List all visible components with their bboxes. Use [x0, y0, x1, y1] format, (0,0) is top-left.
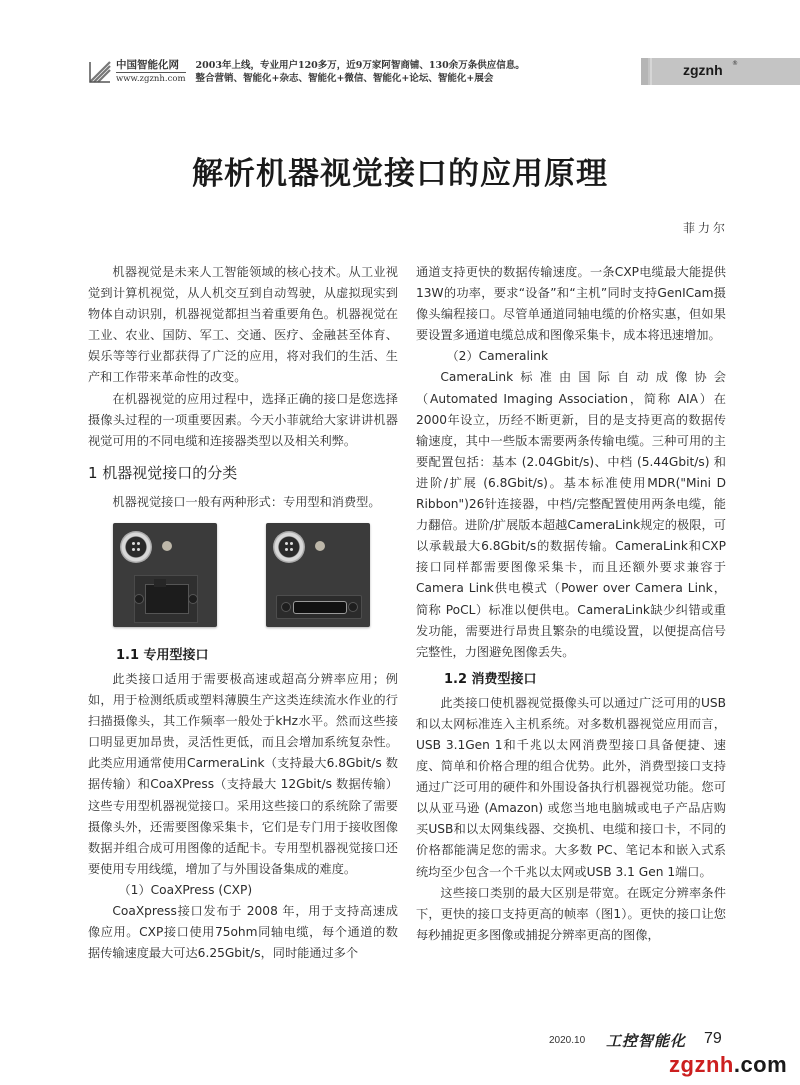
tag-stripe	[650, 58, 652, 85]
right-column	[416, 262, 726, 946]
usb3-port-icon	[276, 595, 362, 619]
site-banner	[88, 58, 525, 86]
page-number: 79	[704, 1030, 722, 1047]
camera-ethernet-image	[113, 523, 217, 627]
article-author: 菲力尔	[683, 221, 729, 235]
section-heading-1: 1 机器视觉接口的分类	[88, 463, 238, 482]
subsection-heading-1-2: 1.2 消费型接口	[444, 671, 537, 687]
issue-date: 2020.10	[549, 1035, 586, 1046]
ethernet-port-icon	[134, 575, 198, 623]
banner-line-2: 整合营销、智能化+杂志、智能化+微信、智能化+论坛、智能化+展会	[195, 73, 494, 84]
subsection-1-1-paragraph: 此类接口适用于需要极高速或超高分辨率应用；例如，用于检测纸质或塑料薄膜生产这类连续流水作业的行扫描摄像头，其工作频率一般处于kHz水平。然而这些接口明显更加昂贵，灵活性更低，而且会增加系统复杂性。此类应用通常使用CarmeraLink（支持最大6.8Gbit/s 数据传输）和CoaXPress（支持最大 12Gbit/s 数据传输）这些专用型机器视觉接口。采用这些接口的系统除了需要摄像头外，还需要图像采集卡，它们是专门用于接收图像数据并组合成可用图像的适配卡。专用型机器视觉接口还要使用专用线缆，增加了与外围设备集成的难度。	[88, 671, 398, 876]
cameralink-heading: （2）Cameralink	[446, 349, 549, 364]
status-led-icon	[315, 541, 325, 551]
section-1-paragraph: 机器视觉接口一般有两种形式：专用型和消费型。	[112, 494, 381, 509]
cxp-heading: （1）CoaXPress (CXP)	[118, 882, 253, 897]
camera-usb-image	[266, 523, 370, 627]
status-led-icon	[162, 541, 172, 551]
cxp-paragraph: CoaXpress接口发布于 2008 年，用于支持高速成像应用。CXP接口使用75ohm同轴电缆，每个通道的数据传输速度最大可达6.25Gbit/s，同时能通过多个	[88, 903, 398, 961]
camera-figure	[88, 519, 398, 639]
site-brand	[116, 59, 186, 85]
cxp-paragraph-continued: 通道支持更快的数据传输速度。一条CXP电缆最大能提供13W的功率，要求“设备”和“主机”同时支持GenICam摄像头编程接口。尽管单通道同轴电缆的价格实惠，但如果要设置多通道电缆总成和图像采集卡，成本将迅速增加。	[416, 265, 726, 343]
bandwidth-paragraph: 这些接口类别的最大区别是带宽。在既定分辨率条件下，更快的接口支持更高的帧率（图1）。更快的接口让您每秒捕捉更多图像或捕捉分辨率更高的图像，	[416, 885, 726, 942]
tag-label: zgznh	[683, 62, 723, 78]
subsection-heading-1-1: 1.1 专用型接口	[116, 647, 209, 663]
brand-name: 中国智能化网	[116, 59, 179, 71]
intro-paragraph-1: 机器视觉是未来人工智能领域的核心技术。从工业视觉到计算机视觉，从人机交互到自动驾驶，从虚拟现实到物体自动识别，机器视觉都担当着重要角色。机器视觉在工业、农业、国防、军工、交通、医疗、金融甚至体育、娱乐等等行业都获得了广泛的应用，将对我们的生活、生产和工作带来革命性的改变。	[88, 265, 398, 385]
site-logo-icon	[88, 60, 112, 84]
watermark-domain: zgznh	[669, 1052, 734, 1077]
banner-line-1: 2003年上线，专业用户120多万，近9万家阿智商铺、130余万条供应信息。	[195, 60, 525, 71]
banner-text	[196, 59, 525, 85]
m8-connector-icon	[120, 531, 152, 563]
watermark-tld: .com	[733, 1052, 788, 1077]
tag-stripe	[641, 58, 648, 85]
left-column	[88, 262, 398, 964]
magazine-name: 工控智能化	[606, 1032, 687, 1050]
section-tag	[641, 58, 800, 85]
cameralink-paragraph: CameraLink标准由国际自动成像协会（Automated Imaging Association，简称 AIA）在2000年设立，历经不断更新，目的是支持更高的数据传输速度，其中一些版本需要两条传输电缆。三种可用的主要配置包括：基本 (2.04Gbit/s)、中档 (5.44Gbit/s) 和进阶/扩展 (6.8Gbit/s)。基本标准使用MDR("Mini D Ribbon")26针连接器，中档/完整配置使用两条电缆，能力翻倍。进阶/扩展版本超越CameraLink规定的极限，可以承载最大6.8Gbit/s的数据传输。CameraLink和CXP接口同样都需要图像采集卡，而且还额外要求兼容于Camera Link供电模式（Power over Camera Link，简称 PoCL）标准以便供电。CameraLink缺少纠错或重发功能，需要进行昂贵且繁杂的电缆设置，以便提高信号完整性，力图避免图像丢失。	[416, 370, 726, 659]
registered-mark: ®	[732, 60, 738, 67]
brand-url[interactable]: www.zgznh.com	[116, 74, 186, 84]
article-title: 解析机器视觉接口的应用原理	[192, 156, 608, 192]
intro-paragraph-2: 在机器视觉的应用过程中，选择正确的接口是您选择摄像头过程的一项重要因素。今天小菲就给大家讲讲机器视觉可用的不同电缆和连接器类型以及相关利弊。	[88, 391, 398, 448]
m8-connector-icon	[273, 531, 305, 563]
watermark	[669, 1052, 787, 1078]
subsection-1-2-paragraph: 此类接口使机器视觉摄像头可以通过广泛可用的USB和以太网标准连入主机系统。对多数机器视觉应用而言，USB 3.1Gen 1和千兆以太网消费型接口具备便捷、速度、简单和价格合理的组合优势。此外，消费型接口支持通过广泛可用的硬件和外围设备执行机器视觉功能。您可以从亚马逊 (Amazon) 或您当地电脑城或电子产品店购买USB和以太网集线器、交换机、电缆和接口卡，不同的价格都能满足您的需求。大多数 PC、笔记本和嵌入式系统均至少包含一个千兆以太网或USB 3.1 Gen 1端口。	[416, 695, 726, 879]
